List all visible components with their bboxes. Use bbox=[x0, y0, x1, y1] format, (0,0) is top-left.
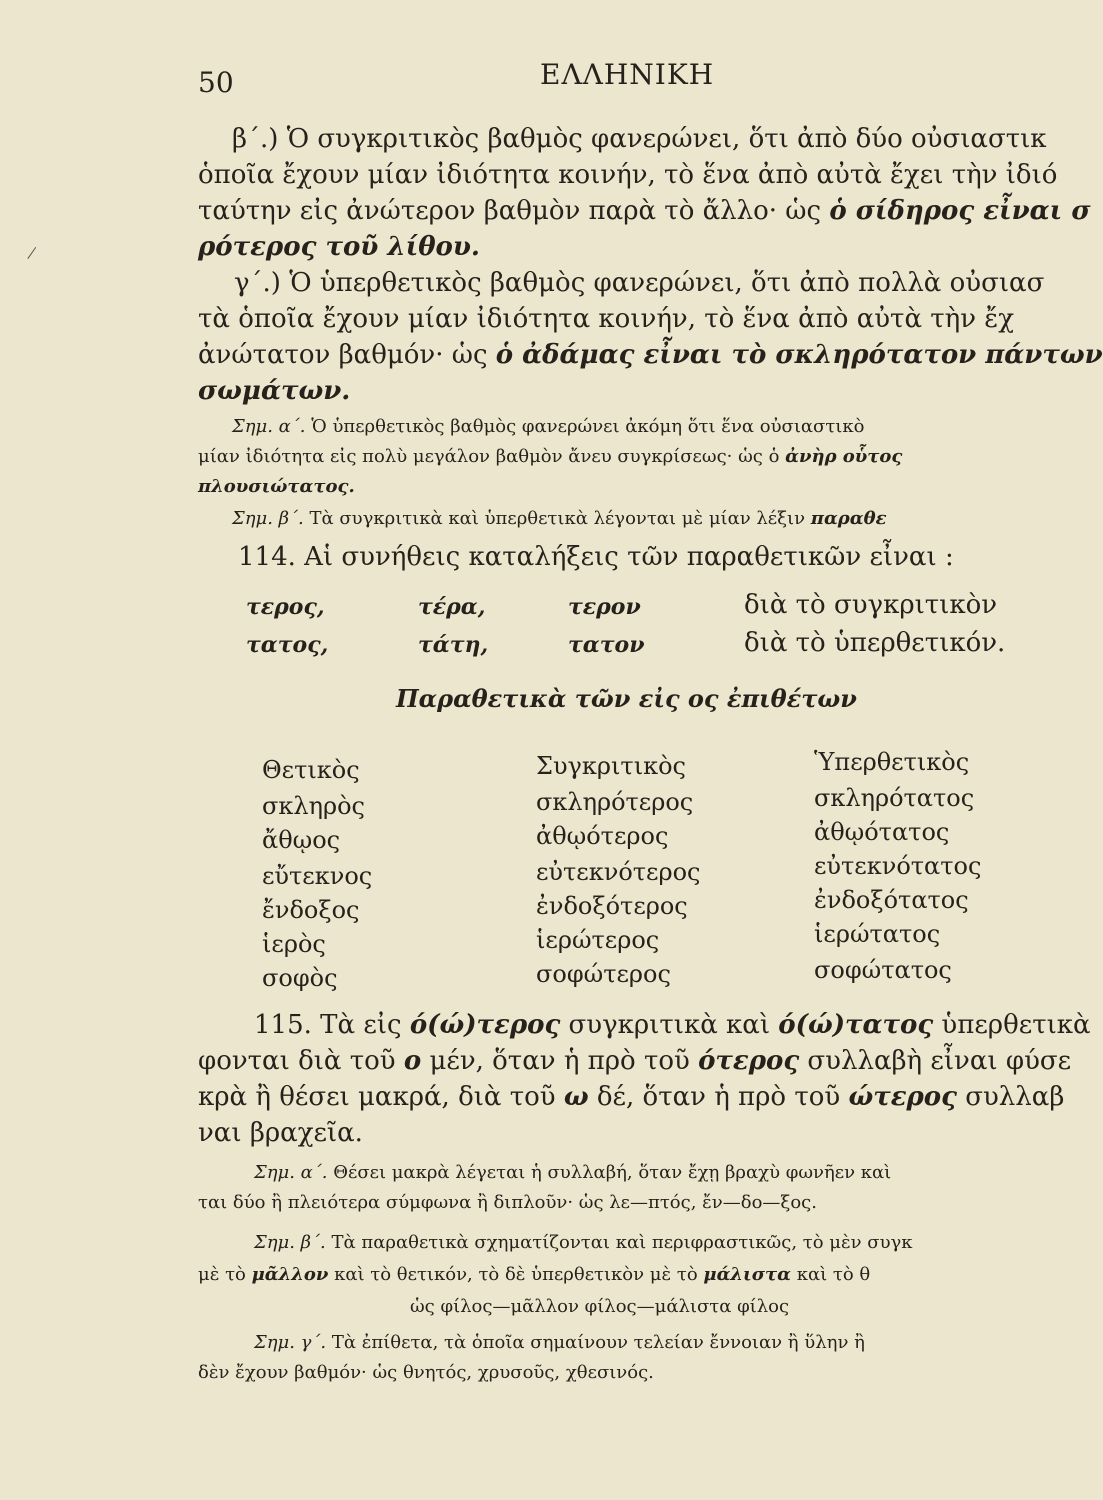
table-cell: εὐτεκνότερος bbox=[536, 858, 701, 886]
note-115a-label: Σημ. α΄. bbox=[254, 1162, 328, 1183]
s115-text: συγκριτικὰ καὶ bbox=[560, 1010, 779, 1040]
note-115b-line-2 bbox=[198, 1264, 870, 1285]
s115-text: ὑπερθετικὰ bbox=[933, 1010, 1091, 1040]
note-115a-text: Θέσει μακρὰ λέγεται ἡ συλλαβή, ὅταν ἔχῃ βραχὺ φωνῆεν καὶ bbox=[327, 1162, 892, 1183]
s115-ending: ό(ώ)τατος bbox=[778, 1010, 934, 1040]
note-115b-example: μάλιστα bbox=[703, 1264, 791, 1285]
table-cell: σκληρότατος bbox=[814, 784, 975, 812]
ending-cell: τέρα, bbox=[418, 594, 486, 620]
ending-cell: τατον bbox=[568, 632, 645, 658]
note-115b-line-3: ὡς φίλος—μᾶλλον φίλος—μάλιστα φίλος bbox=[410, 1296, 790, 1317]
para-g-line-3-text: ἀνώτατον βαθμόν· ὡς bbox=[198, 340, 496, 370]
para-g-line-2: τὰ ὁποῖα ἔχουν μίαν ἰδιότητα κοινήν, τὸ ἕνα ἀπὸ αὐτὰ τὴν ἔχ bbox=[198, 304, 1015, 334]
s115-text: συλλαβὴ εἶναι φύσε bbox=[799, 1046, 1072, 1076]
para-g-example: ὁ ἀδάμας εἶναι τὸ σκληρότατον πάντων bbox=[495, 340, 1103, 370]
table-cell: σοφώτατος bbox=[814, 956, 952, 984]
table-cell: ἀθῳότερος bbox=[536, 822, 669, 850]
ending-cell: τερος, bbox=[246, 594, 325, 620]
table-cell: εὐτεκνότατος bbox=[814, 852, 982, 880]
table-header: Συγκριτικὸς bbox=[536, 752, 686, 780]
note-b-line bbox=[232, 508, 887, 529]
para-b-line-1: β΄.) Ὁ συγκριτικὸς βαθμὸς φανερώνει, ὅτι ἀπὸ δύο οὐσιαστικ bbox=[232, 124, 1047, 154]
ending-cell: τατος, bbox=[246, 632, 329, 658]
ending-desc: διὰ τὸ ὑπερθετικόν. bbox=[744, 628, 1006, 658]
table-cell: ἐνδοξότερος bbox=[536, 892, 688, 920]
s115-text: συλλαβ bbox=[956, 1082, 1065, 1112]
page-number: 50 bbox=[198, 66, 234, 99]
para-g-line-1: γ΄.) Ὁ ὑπερθετικὸς βαθμὸς φανερώνει, ὅτι ἀπὸ πολλὰ οὐσιασ bbox=[234, 268, 1045, 298]
note-115b-text: καὶ τὸ θετικόν, τὸ δὲ ὑπερθετικὸν μὲ τὸ bbox=[328, 1264, 704, 1285]
note-115b-label: Σημ. β΄. bbox=[254, 1232, 326, 1253]
note-115a-line-1 bbox=[254, 1162, 891, 1183]
s115-ending: ο bbox=[403, 1046, 422, 1076]
note-115c-label: Σημ. γ΄. bbox=[254, 1332, 327, 1353]
note-115b-example: μᾶλλον bbox=[251, 1264, 329, 1285]
note-a-line-1 bbox=[232, 416, 864, 437]
note-115c-line-1 bbox=[254, 1332, 865, 1353]
section-115-line-2 bbox=[198, 1046, 1071, 1076]
s115-text: δέ, ὅταν ἡ πρὸ τοῦ bbox=[588, 1082, 849, 1112]
note-a-text: Ὁ ὑπερθετικὸς βαθμὸς φανερώνει ἀκόμη ὅτι ἕνα οὐσιαστικὸ bbox=[305, 416, 865, 437]
table-cell: ἱερώτατος bbox=[814, 920, 941, 948]
para-g-line-3 bbox=[198, 340, 1103, 370]
s115-ending: ώτερος bbox=[848, 1082, 957, 1112]
para-b-example: ὁ σίδηρος εἶναι σ bbox=[829, 196, 1091, 226]
note-b-label: Σημ. β΄. bbox=[232, 508, 304, 529]
table-cell: ἱερώτερος bbox=[536, 926, 660, 954]
section-115-line-1 bbox=[254, 1010, 1091, 1040]
table-header: Ὑπερθετικὸς bbox=[814, 748, 970, 776]
pencil-mark bbox=[27, 247, 47, 267]
table-cell: ἀθῳότατος bbox=[814, 818, 950, 846]
para-g-example-end: σωμάτων. bbox=[198, 376, 351, 406]
table-cell: σκληρότερος bbox=[536, 788, 694, 816]
table-cell: εὔτεκνος bbox=[262, 862, 373, 890]
s115-ending: ότερος bbox=[698, 1046, 800, 1076]
note-115b-text: Τὰ παραθετικὰ σχηματίζονται καὶ περιφραστικῶς, τὸ μὲν συγκ bbox=[325, 1232, 913, 1253]
note-115b-text: καὶ τὸ θ bbox=[790, 1264, 871, 1285]
note-a-line-2-text: μίαν ἰδιότητα εἰς πολὺ μεγάλον βαθμὸν ἄνευ συγκρίσεως· ὡς ὁ bbox=[198, 446, 786, 467]
table-cell: ἱερὸς bbox=[262, 930, 326, 958]
ending-cell: τάτη, bbox=[418, 632, 489, 658]
s115-ending: ω bbox=[563, 1082, 589, 1112]
note-a-line-2 bbox=[198, 446, 902, 467]
table-cell: σοφώτερος bbox=[536, 960, 671, 988]
ending-cell: τερον bbox=[568, 594, 641, 620]
note-115c-text: Τὰ ἐπίθετα, τὰ ὁποῖα σημαίνουν τελείαν ἔννοιαν ἢ ὕλην ἢ bbox=[326, 1332, 865, 1353]
note-b-text: Τὰ συγκριτικὰ καὶ ὑπερθετικὰ λέγονται μὲ μίαν λέξιν bbox=[303, 508, 811, 529]
table-cell: ἐνδοξότατος bbox=[814, 886, 969, 914]
s115-text: μέν, ὅταν ἡ πρὸ τοῦ bbox=[421, 1046, 699, 1076]
section-115-line-4: ναι βραχεῖα. bbox=[198, 1118, 363, 1148]
section-115-line-3 bbox=[198, 1082, 1064, 1112]
note-a-example: ἀνὴρ οὗτος bbox=[785, 446, 903, 467]
table-cell: σοφὸς bbox=[262, 964, 338, 992]
note-115b-text: μὲ τὸ bbox=[198, 1264, 252, 1285]
ending-desc: διὰ τὸ συγκριτικὸν bbox=[744, 590, 998, 620]
note-115c-line-2: δὲν ἔχουν βαθμόν· ὡς θνητός, χρυσοῦς, χθεσινός. bbox=[198, 1362, 654, 1383]
para-b-line-3 bbox=[198, 196, 1091, 226]
table-cell: σκληρὸς bbox=[262, 792, 365, 820]
para-b-example-end: ρότερος τοῦ λίθου. bbox=[198, 232, 480, 262]
note-a-example-end: πλουσιώτατος. bbox=[198, 476, 355, 497]
note-115a-line-2: ται δύο ἢ πλειότερα σύμφωνα ἢ διπλοῦν· ὡς λε—πτός, ἔν—δο—ξος. bbox=[198, 1192, 817, 1213]
s115-text: φονται διὰ τοῦ bbox=[198, 1046, 404, 1076]
note-a-label: Σημ. α΄. bbox=[232, 416, 306, 437]
table-cell: ἔνδοξος bbox=[262, 896, 360, 924]
table-heading: Παραθετικὰ τῶν εἰς ος ἐπιθέτων bbox=[396, 684, 857, 713]
running-header: ΕΛΛΗΝΙΚΗ bbox=[540, 58, 715, 91]
note-115b-line-1 bbox=[254, 1232, 913, 1253]
para-b-line-2: ὁποῖα ἔχουν μίαν ἰδιότητα κοινήν, τὸ ἕνα ἀπὸ αὐτὰ ἔχει τὴν ἰδιό bbox=[198, 160, 1058, 190]
section-114: 114. Αἱ συνήθεις καταλήξεις τῶν παραθετικῶν εἶναι : bbox=[238, 542, 954, 572]
s115-text: κρὰ ἢ θέσει μακρά, διὰ τοῦ bbox=[198, 1082, 564, 1112]
note-b-example: παραθε bbox=[810, 508, 887, 529]
table-header: Θετικὸς bbox=[262, 756, 360, 784]
s115-ending: ό(ώ)τερος bbox=[409, 1010, 561, 1040]
para-b-line-3-text: ταύτην εἰς ἀνώτερον βαθμὸν παρὰ τὸ ἄλλο· ὡς bbox=[198, 196, 830, 226]
table-cell: ἄθῳος bbox=[262, 826, 341, 854]
s115-text: 115. Τὰ εἰς bbox=[254, 1010, 410, 1040]
